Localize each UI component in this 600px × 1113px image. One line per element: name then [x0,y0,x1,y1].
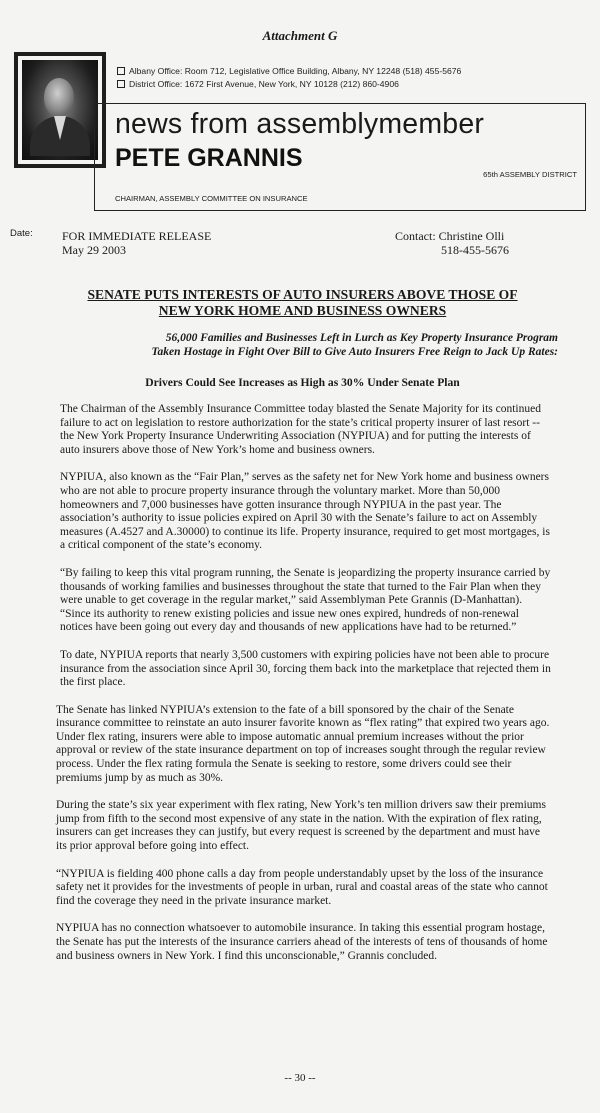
checkbox-icon [117,80,125,88]
banner-news-line: news from assemblymember [115,108,485,140]
contact-name: Christine Olli [438,229,505,243]
paragraph: The Senate has linked NYPIUA’s extension to the fate of a bill sponsored by the chair of the Senate insurance committee to reinstate an auto insurer favorite known as “flex rating” that expired two years ago. Under flex rating, insurers were able to impose automatic annual premium increases without the prior approval or review of the state insurance department on top of increases sought through the regular review process. Under the flex rating formula the Senate is seeking to restore, some drivers could see their premiums jump by as much as 30%. [56,703,550,784]
release-info [62,229,211,257]
paragraph: To date, NYPIUA reports that nearly 3,500 customers with expiring policies have not been able to procure insurance from the association since April 30, forcing them back into the marketplace that rejected them in the first place. [60,648,551,689]
assemblymember-photo [14,52,106,168]
contact-info [395,229,509,257]
district-office [117,78,461,91]
headline-line-1: SENATE PUTS INTERESTS OF AUTO INSURERS ABOVE THOSE OF [87,287,518,302]
paragraph: During the state’s six year experiment with flex rating, New York’s ten million drivers saw their premiums jump from fifth to the second most expensive of any state in the nation. With the expiration of flex rating, insurers can get increases they can justify, but every request is screened by the department and must have its prior approval before going into effect. [56,799,546,853]
paragraph: The Chairman of the Assembly Insurance Committee today blasted the Senate Majority for its continued failure to act on legislation to restore authorization for the state’s critical property insurer of last resort -- the New York Property Insurance Underwriting Association (NYPIUA) and for putting the interests of auto insurers above those of New York’s home and business owners. [60,403,541,456]
paragraph: “NYPIUA is fielding 400 phone calls a day from people understandably upset by the loss of the insurance safety net it provides for the investments of people in urban, rural and coastal areas of the state who cannot find the coverage they need in the private insurance market. [56,867,548,907]
subhead-line-1: 56,000 Families and Businesses Left in Lurch as Key Property Insurance Program [165,332,558,344]
banner-chairman: CHAIRMAN, ASSEMBLY COMMITTEE ON INSURANCE [115,194,308,203]
headline [40,287,565,319]
albany-office-text: Albany Office: Room 712, Legislative Office Building, Albany, NY 12248 (518) 455-5676 [129,66,462,76]
subhead-drivers: Drivers Could See Increases as High as 30% Under Senate Plan [145,376,460,389]
district-office-text: District Office: 1672 First Avenue, New York, NY 10128 (212) 860-4906 [129,78,399,89]
attachment-label: Attachment G [262,28,338,43]
office-addresses [117,65,461,90]
article-body [56,403,552,977]
banner-name: PETE GRANNIS [115,144,303,172]
headline-line-2: NEW YORK HOME AND BUSINESS OWNERS [158,303,447,318]
date-label: Date: [10,228,33,239]
contact-label: Contact: [395,229,436,243]
release-date: May 29 2003 [62,243,126,257]
release-status: FOR IMMEDIATE RELEASE [62,229,212,243]
paragraph: NYPIUA has no connection whatsoever to automobile insurance. In taking this essential program hostage, the Senate has put the interests of the insurance carriers ahead of the interests of tens of thousands of home and business owners in New York. I find this unconscionable,” Grannis concluded. [56,922,548,962]
subhead-line-2: Taken Hostage in Fight Over Bill to Give Auto Insurers Free Reign to Jack Up Rates: [151,346,558,358]
subheadline [70,331,558,359]
paragraph: “By failing to keep this vital program running, the Senate is jeopardizing the property insurance carried by thousands of working families and businesses throughout the state that turned to the Fair Plan when they were unable to get coverage in the regular market,” said Assemblyman Pete Grannis (D-Manhattan). “Since its authority to renew existing policies and issue new ones expired, hundreds of non-renewal notices have been going out every day and thousands of new applications have had to be returned.” [60,566,551,634]
albany-office [117,65,461,78]
banner-district: 65th ASSEMBLY DISTRICT [483,170,577,179]
paragraph: NYPIUA, also known as the “Fair Plan,” serves as the safety net for New York home and business owners who are not able to procure property insurance through the voluntary market. More than 50,000 homeowners and 7,000 businesses have gotten insurance through NYPIUA in the past year. The association’s authority to issue policies expired on April 30 with the Senate’s failure to act on Assembly measures (A.4527 and A.30000) to continue its life. Property insurance, required to get most mortgages, is a critical component of the state’s economy. [60,471,550,552]
page-number: -- 30 -- [284,1072,316,1084]
checkbox-icon [117,67,125,75]
contact-phone: 518-455-5676 [441,243,509,257]
letterhead-banner [94,103,586,211]
